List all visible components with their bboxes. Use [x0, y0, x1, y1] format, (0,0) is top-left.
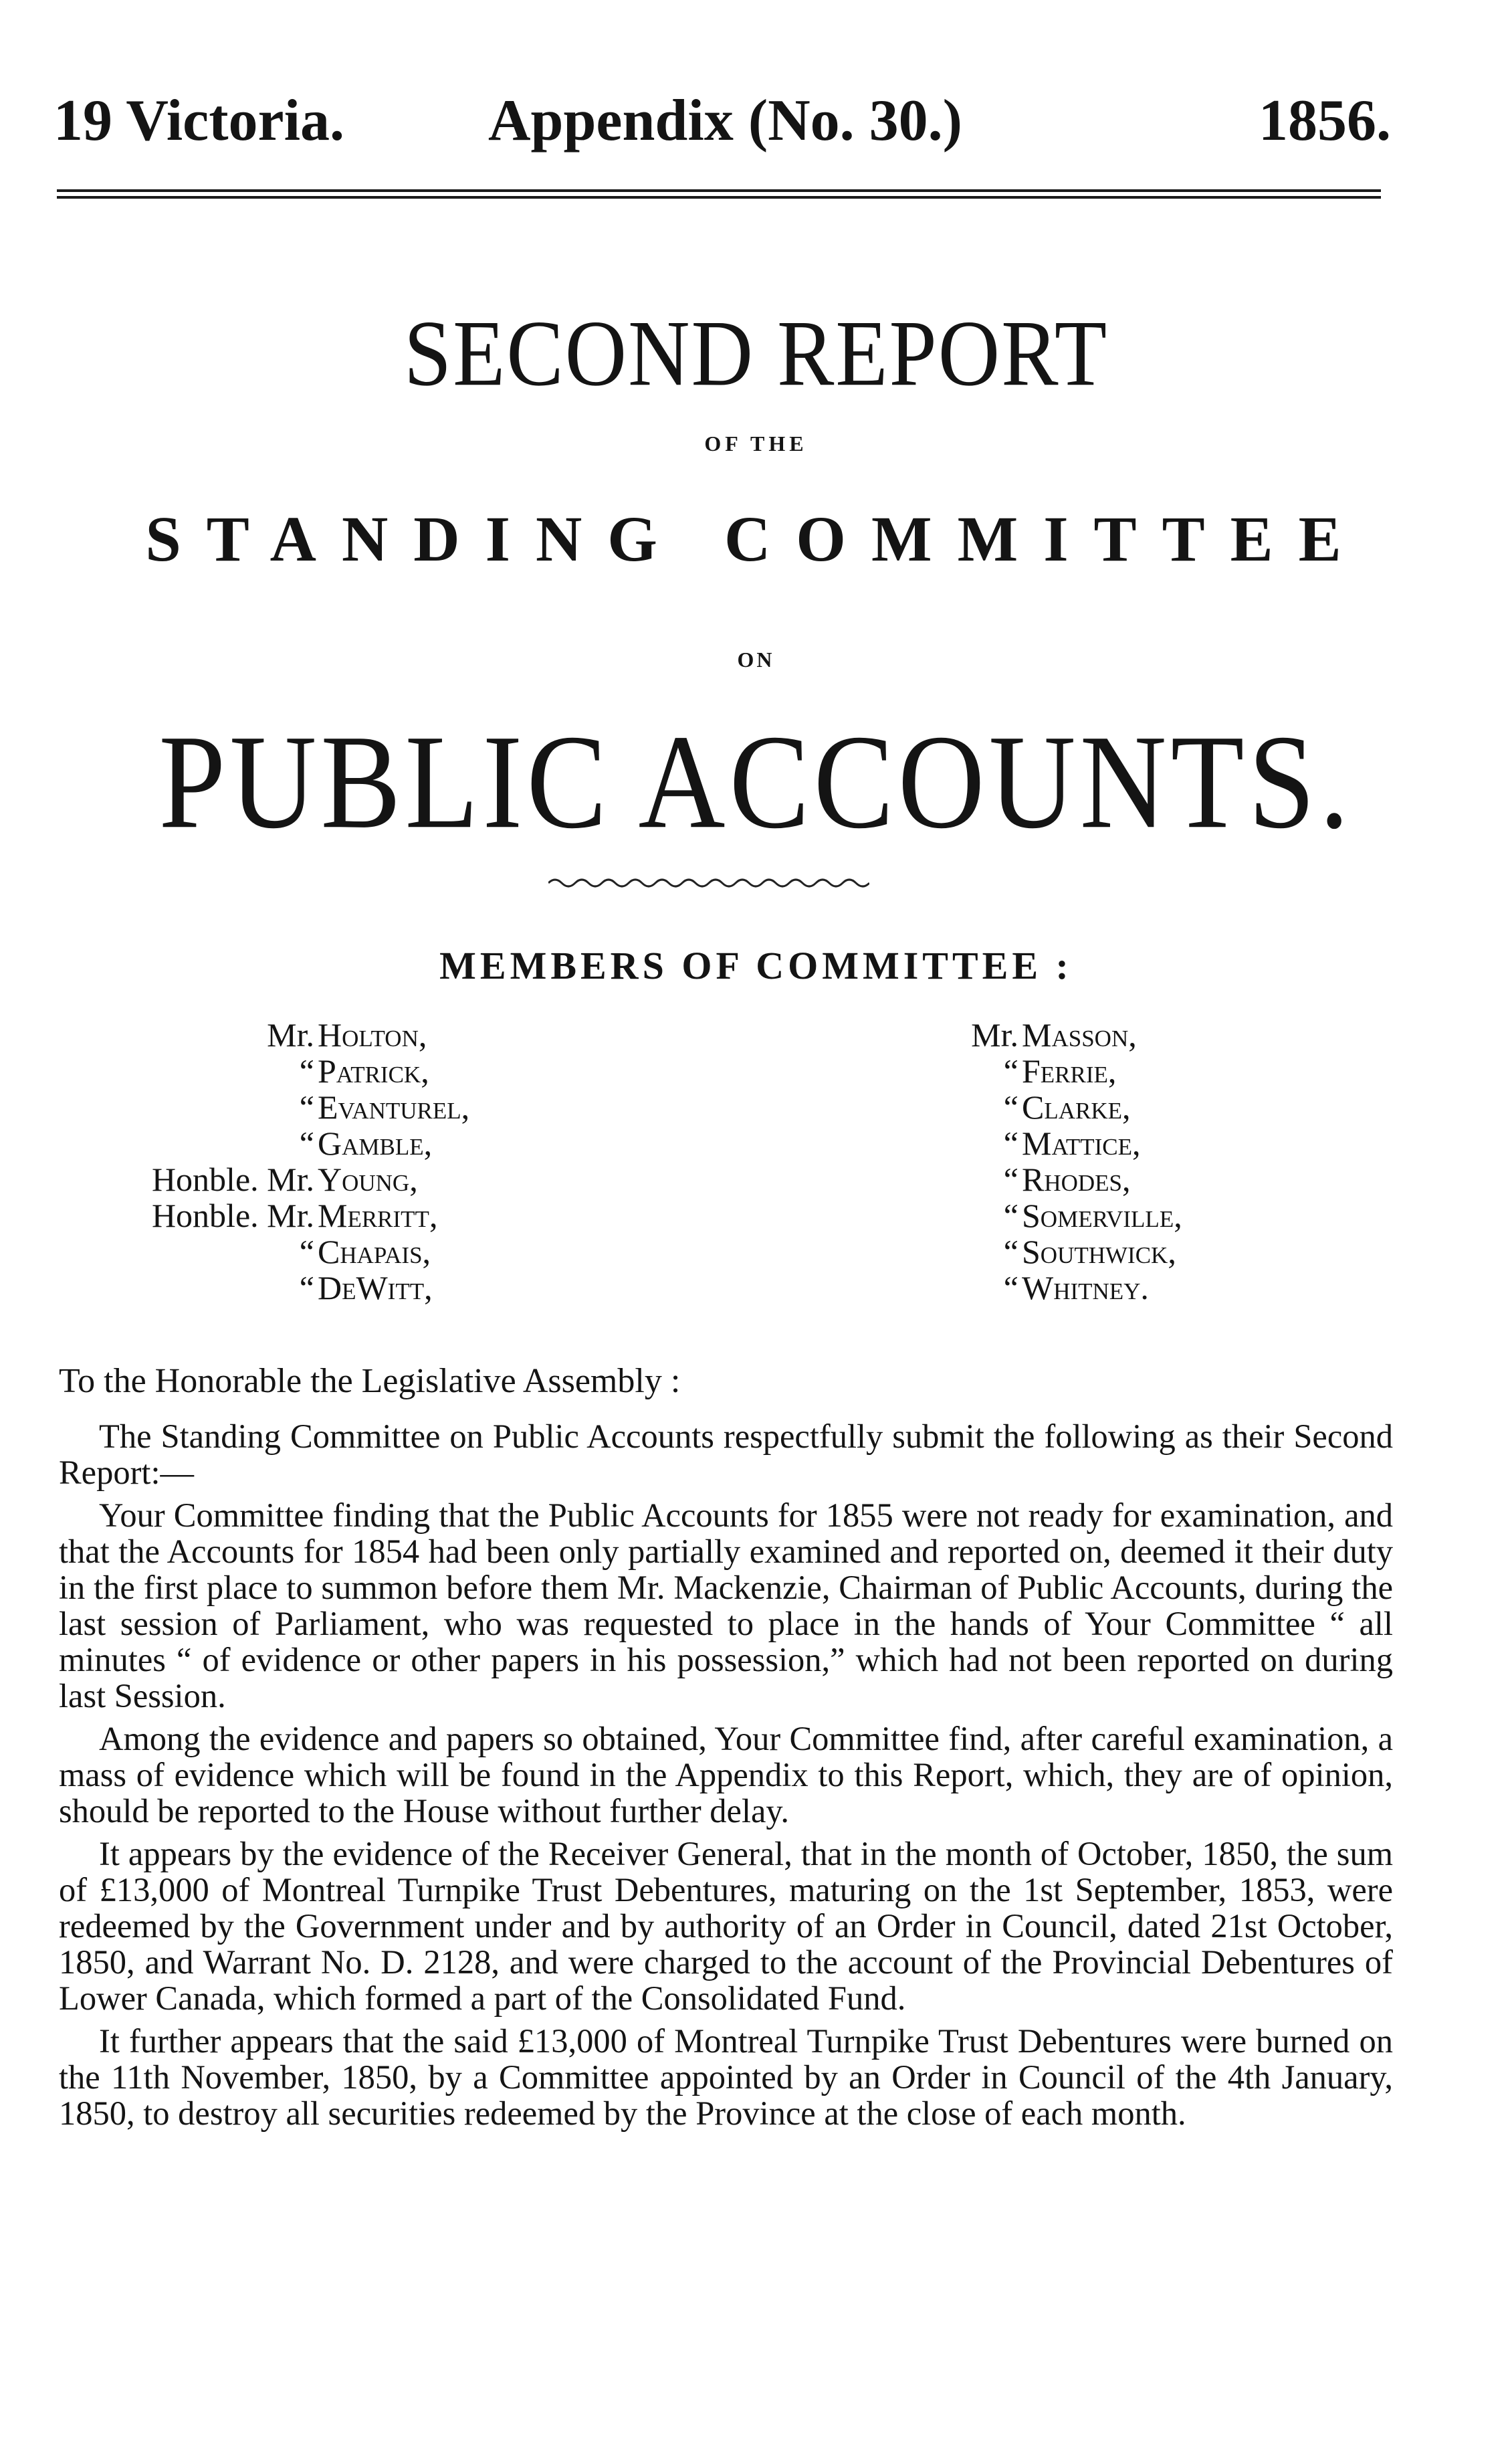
- committee-member: [94, 1053, 602, 1089]
- committee-member: [948, 1197, 1323, 1234]
- committee-member: [94, 1234, 602, 1270]
- committee-member: [948, 1125, 1323, 1161]
- title-on: ON: [737, 648, 775, 672]
- members-heading: MEMBERS OF COMMITTEE :: [439, 944, 1073, 987]
- member-name: Southwick,: [1022, 1233, 1176, 1270]
- member-prefix: Honble. Mr.: [151, 1161, 314, 1198]
- member-prefix: Mr.: [971, 1016, 1018, 1054]
- member-prefix: “: [1003, 1197, 1018, 1234]
- header-year: 1856.: [1259, 88, 1391, 153]
- paragraph: Your Committee finding that the Public Accounts for 1855 were not ready for examination, and that the Accounts for 1854 had been only partially examined and reported on, deemed it their duty in the first place to summon before them Mr. Mackenzie, Chairman of Public Accounts, during the last session of Parliament, who was requested to place in the hands of Your Committee “ all minutes “ of evidence or other papers in his possession,” which had not been reported on during last Session.: [59, 1496, 1393, 1715]
- committee-member: [948, 1089, 1323, 1125]
- member-name: Merritt,: [318, 1197, 438, 1234]
- committee-member: [94, 1270, 602, 1306]
- member-name: Patrick,: [318, 1052, 429, 1090]
- title-of-the: OF THE: [704, 431, 808, 456]
- member-prefix: Mr.: [267, 1016, 314, 1054]
- member-name: Holton,: [318, 1016, 427, 1054]
- header-appendix: Appendix (No. 30.): [488, 88, 962, 153]
- title-second-report: SECOND REPORT: [403, 300, 1109, 406]
- member-prefix: “: [299, 1052, 314, 1090]
- committee-member: [94, 1161, 602, 1197]
- committee-member: [948, 1234, 1323, 1270]
- report-body: [59, 1418, 1393, 2138]
- members-list-left: [94, 1017, 602, 1306]
- member-prefix: “: [1003, 1233, 1018, 1270]
- member-name: Evanturel,: [318, 1088, 470, 1126]
- wavy-divider: [548, 873, 869, 893]
- paragraph: It appears by the evidence of the Receiver General, that in the month of October, 1850, the sum of £13,000 of Montreal Turnpike Trust Debentures, maturing on the 1st September, 1853, were redeemed by the Government under and by authority of an Order in Council, dated 21st October, 1850, and Warrant No. D. 2128, and were charged to the account of the Provincial Debentures of Lower Canada, which formed a part of the Consolidated Fund.: [59, 1835, 1393, 2017]
- header-double-rule: [57, 189, 1381, 199]
- paragraph: The Standing Committee on Public Accounts respectfully submit the following as their Second Report:—: [59, 1417, 1393, 1491]
- member-name: Clarke,: [1022, 1088, 1131, 1126]
- member-prefix: “: [1003, 1161, 1018, 1198]
- committee-member: [948, 1053, 1323, 1089]
- salutation: To the Honorable the Legislative Assembly :: [59, 1362, 681, 1400]
- member-prefix: “: [1003, 1124, 1018, 1162]
- member-prefix: “: [299, 1269, 314, 1306]
- member-prefix: “: [1003, 1052, 1018, 1090]
- title-public-accounts: PUBLIC ACCOUNTS.: [158, 707, 1354, 856]
- member-prefix: “: [299, 1088, 314, 1126]
- member-name: DeWitt,: [318, 1269, 433, 1306]
- member-name: Chapais,: [318, 1233, 431, 1270]
- committee-member: [948, 1161, 1323, 1197]
- member-name: Young,: [318, 1161, 418, 1198]
- member-prefix: “: [1003, 1088, 1018, 1126]
- member-name: Mattice,: [1022, 1124, 1141, 1162]
- member-name: Whitney.: [1022, 1269, 1149, 1306]
- member-name: Gamble,: [318, 1124, 433, 1162]
- members-list-right: [948, 1017, 1323, 1306]
- committee-member: [948, 1017, 1323, 1053]
- member-prefix: “: [1003, 1269, 1018, 1306]
- header-session: 19 Victoria.: [53, 88, 345, 153]
- committee-member: [94, 1089, 602, 1125]
- member-prefix: Honble. Mr.: [151, 1197, 314, 1234]
- title-standing-committee: STANDING COMMITTEE: [145, 503, 1367, 575]
- member-prefix: “: [299, 1233, 314, 1270]
- member-prefix: “: [299, 1124, 314, 1162]
- member-name: Rhodes,: [1022, 1161, 1131, 1198]
- committee-member: [948, 1270, 1323, 1306]
- running-header: [53, 87, 1391, 161]
- committee-member: [94, 1017, 602, 1053]
- member-name: Ferrie,: [1022, 1052, 1117, 1090]
- member-name: Masson,: [1022, 1016, 1137, 1054]
- committee-member: [94, 1125, 602, 1161]
- paragraph: It further appears that the said £13,000 of Montreal Turnpike Trust Debentures were burned on the 11th November, 1850, by a Committee appointed by an Order in Council of the 4th January, 1850, to destroy all securities redeemed by the Province at the close of each month.: [59, 2022, 1393, 2132]
- member-name: Somerville,: [1022, 1197, 1182, 1234]
- committee-member: [94, 1197, 602, 1234]
- paragraph: Among the evidence and papers so obtained, Your Committee find, after careful examination, a mass of evidence which will be found in the Appendix to this Report, which, they are of opinion, should be reported to the House without further delay.: [59, 1720, 1393, 1830]
